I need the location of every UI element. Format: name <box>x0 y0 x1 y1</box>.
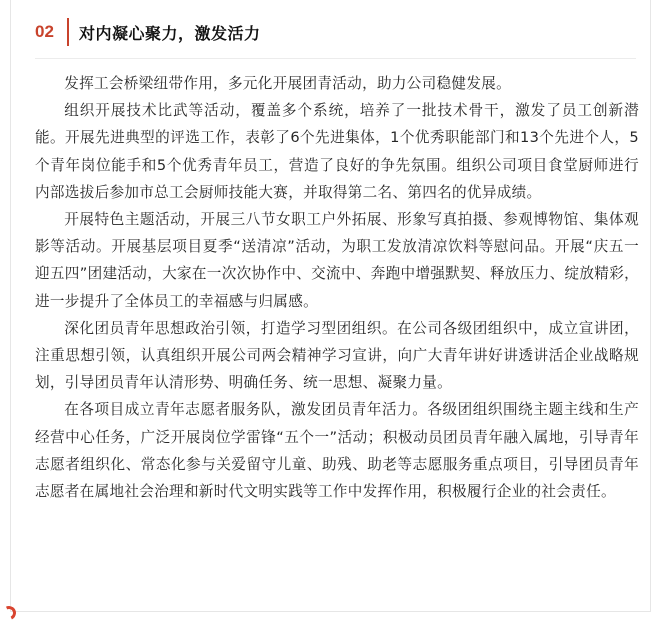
paragraph-volunteers: 在各项目成立青年志愿者服务队，激发团员青年活力。各级团组织围绕主题主线和生产经营中心任务，广泛开展岗位学雷锋“五个一”活动；积极动员团员青年融入属地，引导青年志愿者组织化、常态化参与关爱留守儿童、助残、助老等志愿服务重点项目，引导团员青年志愿者在属地社会治理和新时代文明实践等工作中发挥作用，积极履行企业的社会责任。 <box>35 401 639 501</box>
paragraph-ideology: 深化团员青年思想政治引领，打造学习型团组织。在公司各级团组织中，成立宣讲团，注重思想引领，认真组织开展公司两会精神学习宣讲，向广大青年讲好讲透讲活企业战略规划，引导团员青年认清形势、明确任务、统一思想、凝聚力量。 <box>35 319 639 392</box>
paragraph-skills: 组织开展技术比武等活动，覆盖多个系统，培养了一批技术骨干，激发了员工创新潜能。开展先进典型的评选工作，表彰了6个先进集体，1个优秀职能部门和13个先进个人，5个青年岗位能手和5个优秀青年员工，营造了良好的争先氛围。组织公司项目食堂厨师进行内部选拔后参加市总工会厨师技能大赛，并取得第二名、第四名的优异成绩。 <box>35 102 639 201</box>
section-title: 对内凝心聚力，激发活力 <box>79 23 261 43</box>
paragraph-intro: 发挥工会桥梁纽带作用，多元化开展团青活动，助力公司稳健发展。 <box>64 75 512 92</box>
section-header <box>35 16 261 48</box>
header-divider <box>35 58 636 59</box>
article-panel <box>10 0 651 612</box>
article-body <box>35 70 639 505</box>
section-accent-bar <box>67 18 69 46</box>
section-number: 02 <box>35 22 54 41</box>
paragraph-activities: 开展特色主题活动，开展三八节女职工户外拓展、形象写真拍摄、参观博物馆、集体观影等活动。开展基层项目夏季“送清凉”活动，为职工发放清凉饮料等慰问品。开展“庆五一迎五四”团建活动，大家在一次次协作中、交流中、奔跑中增强默契、释放压力、绽放精彩，进一步提升了全体员工的幸福感与归属感。 <box>35 211 639 310</box>
